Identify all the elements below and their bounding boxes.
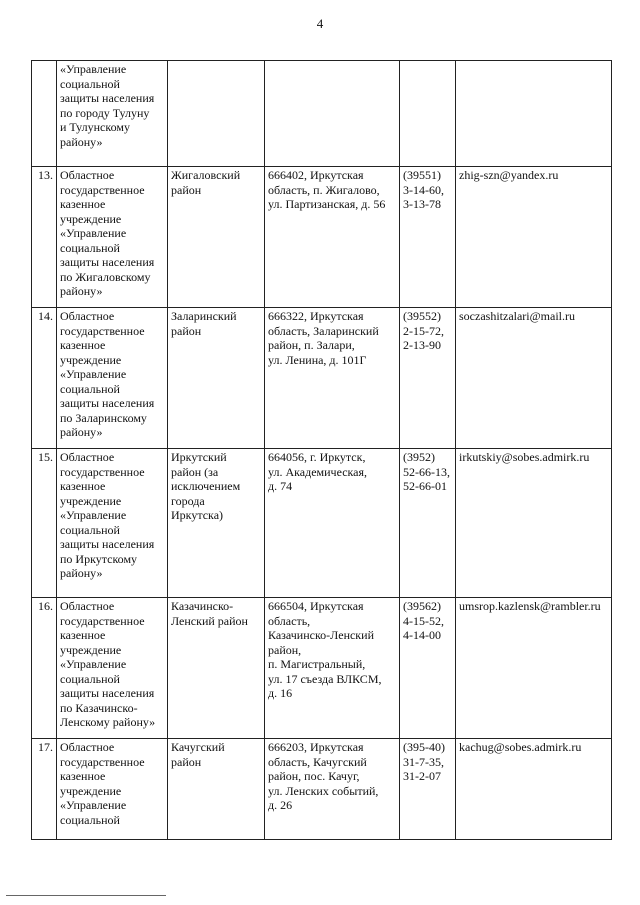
email-cell — [456, 308, 612, 449]
district-cell — [168, 61, 265, 167]
table-row — [32, 167, 612, 308]
address-cell — [265, 449, 400, 598]
address-line: 666203, Иркутская — [268, 740, 364, 754]
phone-line: 4-15-52, — [403, 613, 444, 628]
institution-name-line: Областное — [60, 599, 115, 613]
phone-cell — [400, 61, 456, 167]
institution-name-cell — [57, 598, 168, 739]
institution-name-line: учреждение — [60, 352, 122, 367]
phone-line: 31-2-07 — [403, 769, 441, 783]
phone-cell — [400, 598, 456, 739]
address-line: п. Магистральный, — [268, 657, 366, 671]
address-line: ул. Ленина, д. 101Г — [268, 352, 367, 367]
email-cell — [456, 598, 612, 739]
institution-name-line: учреждение — [60, 642, 122, 657]
institution-name-line: «Управление — [60, 367, 127, 381]
address-cell — [265, 61, 400, 167]
district-line: район (за — [171, 464, 219, 479]
institution-name-line: государственное — [60, 323, 145, 338]
table-row — [32, 739, 612, 840]
address-line: район, — [268, 642, 302, 657]
district-line: Иркутска) — [171, 508, 224, 522]
phone-line: (3952) — [403, 450, 435, 464]
address-line: 666504, Иркутская — [268, 599, 364, 613]
district-line: район — [171, 323, 202, 338]
institution-name-line: району» — [60, 425, 103, 439]
institution-name-line: «Управление — [60, 226, 127, 240]
institution-name-line: социальной — [60, 381, 120, 396]
address-line: Казачинско-Ленский — [268, 628, 374, 642]
institution-name-line: району» — [60, 284, 103, 298]
page-number: 4 — [316, 16, 324, 31]
institution-name-line: по Казачинско- — [60, 700, 138, 715]
institution-name-cell — [57, 167, 168, 308]
institution-name-line: учреждение — [60, 783, 122, 798]
district-line: исключением — [171, 479, 241, 493]
phone-line: (39552) — [403, 309, 441, 323]
institution-name-line: Областное — [60, 450, 115, 464]
district-line: Казачинско- — [171, 599, 234, 613]
address-line: ул. Академическая, — [268, 464, 368, 479]
table-row — [32, 61, 612, 167]
institution-name-line: казенное — [60, 338, 106, 352]
district-line: Заларинский — [171, 309, 237, 323]
row-number: 15. — [32, 449, 57, 598]
institution-name-line: социальной — [60, 522, 120, 537]
phone-line: (39562) — [403, 599, 441, 613]
phone-line: 3-13-78 — [403, 197, 441, 211]
email-cell — [456, 449, 612, 598]
institution-name-line: социальной — [60, 240, 120, 255]
institution-name-line: государственное — [60, 182, 145, 197]
institution-name-line: социальной — [60, 671, 120, 686]
institution-name-line: по Жигаловскому — [60, 269, 151, 284]
institution-name-line: государственное — [60, 754, 145, 769]
phone-cell — [400, 167, 456, 308]
address-line: район, п. Залари, — [268, 338, 355, 352]
address-line: д. 74 — [268, 479, 293, 493]
phone-cell — [400, 308, 456, 449]
email-address: kachug@sobes.admirk.ru — [459, 740, 582, 754]
address-cell — [265, 167, 400, 308]
district-line: Ленский район — [171, 613, 248, 628]
phone-line: 31-7-35, — [403, 754, 444, 769]
institutions-table — [31, 60, 612, 840]
email-cell — [456, 739, 612, 840]
institution-name-cell — [57, 449, 168, 598]
institution-name-line: району» — [60, 566, 103, 580]
institution-name-cell — [57, 739, 168, 840]
district-line: Иркутский — [171, 450, 227, 464]
address-line: область, — [268, 613, 311, 628]
district-line: города — [171, 493, 205, 508]
address-line: 666402, Иркутская — [268, 168, 364, 182]
address-line: ул. 17 съезда ВЛКСМ, — [268, 671, 382, 686]
institution-name-line: и Тулунскому — [60, 120, 130, 134]
institution-name-line: защиты населения — [60, 396, 155, 410]
address-line: 666322, Иркутская — [268, 309, 364, 323]
email-cell — [456, 167, 612, 308]
address-cell — [265, 308, 400, 449]
institution-name-line: «Управление — [60, 62, 127, 76]
institution-name-line: государственное — [60, 613, 145, 628]
institution-name-cell — [57, 61, 168, 167]
institution-name-line: казенное — [60, 628, 106, 642]
institution-name-line: защиты населения — [60, 537, 155, 551]
footnote-divider — [6, 895, 166, 896]
phone-cell — [400, 449, 456, 598]
institution-name-line: социальной — [60, 812, 120, 827]
institution-name-line: учреждение — [60, 493, 122, 508]
institution-name-line: «Управление — [60, 508, 127, 522]
institution-name-line: району» — [60, 134, 103, 149]
address-line: ул. Ленских событий, — [268, 783, 379, 798]
institution-name-line: государственное — [60, 464, 145, 479]
address-line: д. 16 — [268, 686, 293, 700]
table-row — [32, 308, 612, 449]
institution-name-line: казенное — [60, 769, 106, 783]
phone-line: (39551) — [403, 168, 441, 182]
institution-name-line: Областное — [60, 740, 115, 754]
institution-name-line: защиты населения — [60, 686, 155, 700]
district-cell — [168, 739, 265, 840]
district-line: Качугский — [171, 740, 225, 754]
row-number: 13. — [32, 167, 57, 308]
institution-name-line: Областное — [60, 309, 115, 323]
institution-name-line: казенное — [60, 197, 106, 211]
district-line: район — [171, 182, 202, 197]
email-address: irkutskiy@sobes.admirk.ru — [459, 450, 590, 464]
address-line: ул. Партизанская, д. 56 — [268, 197, 386, 211]
table-row — [32, 449, 612, 598]
row-number: 14. — [32, 308, 57, 449]
address-line: 664056, г. Иркутск, — [268, 450, 366, 464]
address-line: область, п. Жигалово, — [268, 182, 380, 197]
email-address: umsrop.kazlensk@rambler.ru — [459, 599, 601, 613]
district-cell — [168, 308, 265, 449]
institution-name-line: защиты населения — [60, 91, 155, 105]
phone-line: 2-15-72, — [403, 323, 444, 338]
phone-line: 3-14-60, — [403, 182, 444, 197]
district-cell — [168, 167, 265, 308]
institution-name-line: по Заларинскому — [60, 410, 147, 425]
district-line: район — [171, 754, 202, 769]
email-address: soczashitzalari@mail.ru — [459, 309, 576, 323]
email-cell — [456, 61, 612, 167]
institution-name-line: защиты населения — [60, 255, 155, 269]
table-row — [32, 598, 612, 739]
address-line: область, Качугский — [268, 754, 367, 769]
row-number — [32, 61, 57, 167]
district-cell — [168, 598, 265, 739]
institution-name-line: по городу Тулуну — [60, 105, 150, 120]
row-number: 16. — [32, 598, 57, 739]
address-cell — [265, 739, 400, 840]
phone-line: 2-13-90 — [403, 338, 441, 352]
institution-name-line: по Иркутскому — [60, 551, 138, 566]
phone-line: 4-14-00 — [403, 628, 441, 642]
institution-name-cell — [57, 308, 168, 449]
email-address: zhig-szn@yandex.ru — [459, 168, 559, 182]
institution-name-line: «Управление — [60, 657, 127, 671]
institution-name-line: казенное — [60, 479, 106, 493]
phone-line: 52-66-13, — [403, 464, 450, 479]
address-cell — [265, 598, 400, 739]
row-number: 17. — [32, 739, 57, 840]
institution-name-line: «Управление — [60, 798, 127, 812]
institution-name-line: учреждение — [60, 211, 122, 226]
district-line: Жигаловский — [171, 168, 241, 182]
institution-name-line: социальной — [60, 76, 120, 91]
district-cell — [168, 449, 265, 598]
institution-name-line: Областное — [60, 168, 115, 182]
address-line: район, пос. Качуг, — [268, 769, 360, 783]
address-line: д. 26 — [268, 798, 293, 812]
phone-line: (395-40) — [403, 740, 445, 754]
institution-name-line: Ленскому району» — [60, 715, 156, 729]
address-line: область, Заларинский — [268, 323, 379, 338]
phone-cell — [400, 739, 456, 840]
phone-line: 52-66-01 — [403, 479, 447, 493]
